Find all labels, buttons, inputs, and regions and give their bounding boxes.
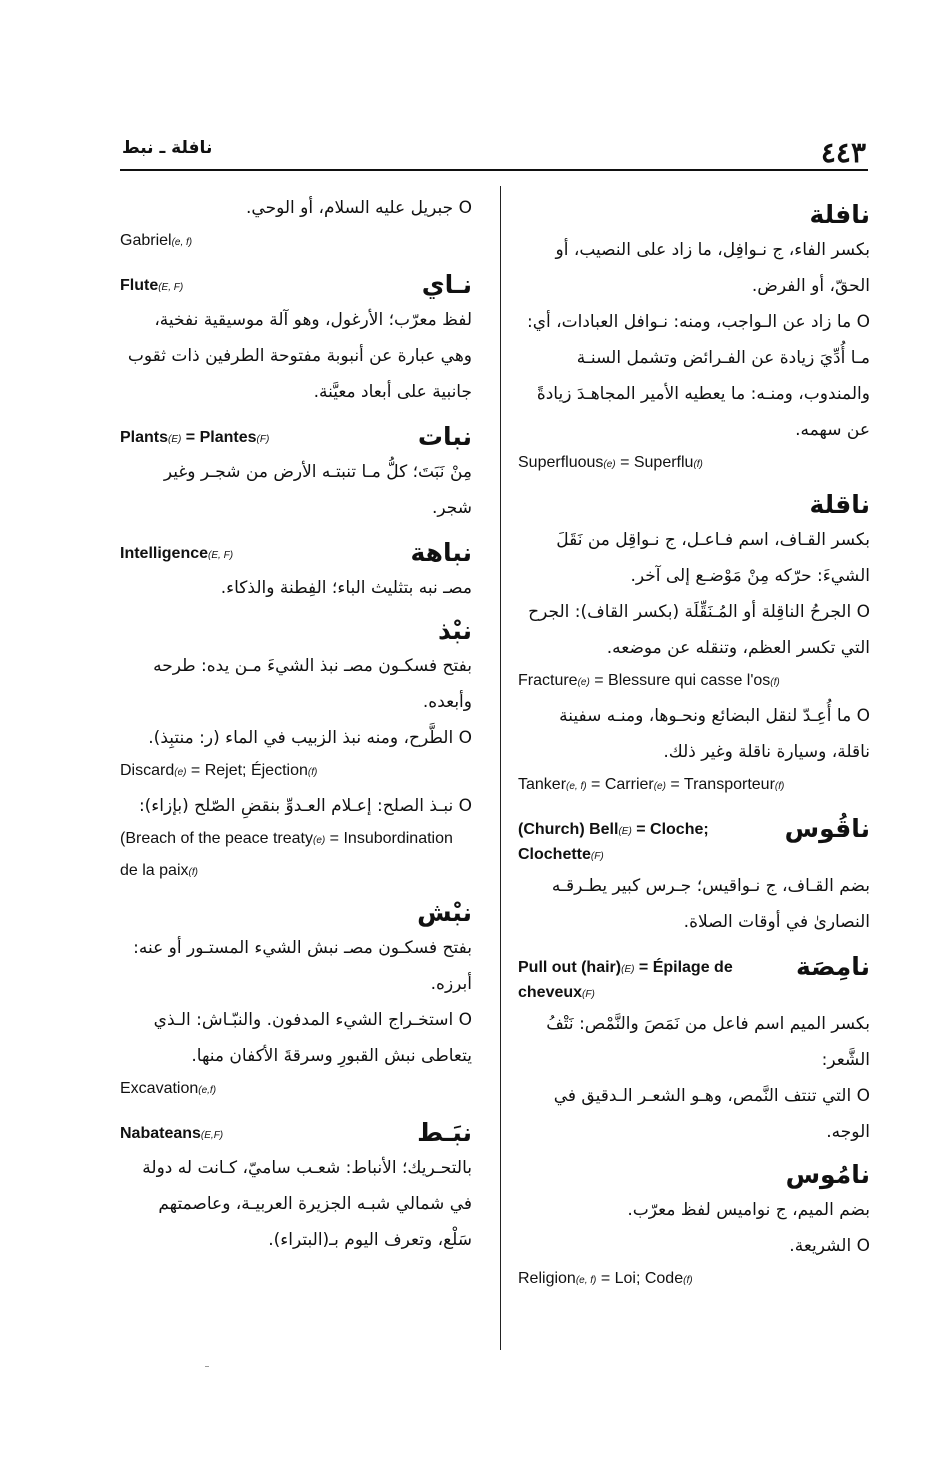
arabic-definition: بضم الميم، ج نواميس لفظ معرّب. [627,1200,870,1220]
arabic-definition: O الشريعة. [789,1236,870,1256]
dictionary-entry [518,950,870,1150]
language-tag: (f) [307,767,318,778]
arabic-headword: نبْش [417,898,472,927]
language-tag: (e) [577,677,590,688]
language-tag: (e) [603,459,616,470]
arabic-headword: نبْذ [437,616,472,645]
arabic-definition: O الجرحُ الناقِلة أو المُـنَقِّلَة (بكسر القاف): الجرح التي تكسر العظم، وتنقله عن موضعه. [528,602,870,658]
english-headword: Plants(E) = Plantes(F) [120,429,270,446]
arabic-definition: O جبريل عليه السلام، أو الوحي. [246,198,472,218]
language-tag: (e, f) [575,1275,597,1286]
arabic-headword: نامِصَة [795,952,870,981]
language-tag: (f) [770,677,780,688]
arabic-definition: بكسر الفاء، ج نـوافِل، ما زاد على النصيب، أو الحقّ، أو الفرض. [555,240,870,296]
entry-header [120,268,472,302]
language-tag: (F) [256,434,270,445]
arabic-headword: نبَـط [417,1118,472,1147]
dictionary-entry [120,420,472,526]
dictionary-entry [120,268,472,410]
language-tag: (E, F) [158,282,184,293]
language-tag: (e, f) [171,237,193,248]
translation-line: Tanker(e, f) = Carrier(e) = Transporteur(f) [518,776,785,793]
translation-line: Excavation(e,f) [120,1080,217,1097]
arabic-definition: بالتحـريك؛ الأنباط: شعـب ساميّ، كـانت له دولة في شمالي شبـه الجزيرة العربيـة، وعاصمتهم سَلْع، وتعرف اليوم بـ(البتراء). [142,1158,472,1250]
dictionary-entry [120,190,472,258]
dictionary-entry [120,896,472,1106]
column-divider [500,186,501,1350]
arabic-definition: لفظ معرّب؛ الأرغول، وهو آلة موسيقية نفخية، وهي عبارة عن أنبوبة مفتوحة الطرفين ذات ثقوب جانبية على أبعاد معيَّنة. [127,310,472,402]
dictionary-entry [120,1116,472,1258]
arabic-definition: مصـ نبه بتثليث الباء؛ الفِطنة والذكاء. [220,578,472,598]
arabic-definition: O استخـراج الشيء المدفون. والنبّـاش: الـذي يتعاطى نبش القبورِ وسرقةَ الأكفان منها. [153,1010,472,1066]
arabic-definition: بفتح فسكـون مصـ نبش الشيء المستـور أو عنه: أبرزه. [133,938,472,994]
arabic-definition: O ما أُعِـدّ لنقل البضائع ونحـوها، ومنـه سفينة ناقلة، وسيارة ناقلة وغير ذلك. [559,706,870,762]
arabic-headword: ناقلة [809,490,870,519]
entry-header [120,536,472,570]
language-tag: (f) [683,1275,693,1286]
running-head: نافلة ـ نبط [122,138,213,158]
entry-header [518,950,870,1006]
language-tag: (f) [693,459,703,470]
dictionary-entry [518,198,870,480]
footer-mark [205,1366,209,1367]
dictionary-entry [518,488,870,802]
language-tag: (E) [168,434,182,445]
language-tag: (e) [174,767,187,778]
english-headword: Intelligence(E, F) [120,545,234,562]
arabic-headword: نـاي [421,270,472,299]
arabic-definition: O نبـذ الصلح: إعـلام العـدوِّ بنقضِ الصّلح (بإزاء): [138,796,472,816]
language-tag: (f) [188,867,198,878]
translation-line: Fracture(e) = Blessure qui casse l'os(f) [518,672,780,689]
english-headword: (Church) Bell(E) = Cloche; Clochette(F) [518,821,709,863]
arabic-definition: بضم القـاف، ج نـواقيس؛ جـرس كبير يطـرقـه النصارىٰ في أوقات الصلاة. [551,876,870,932]
translation-line: (Breach of the peace treaty(e) = Insubordination de la paix(f) [120,830,453,879]
language-tag: (f) [774,781,785,792]
dictionary-entry [120,614,472,888]
language-tag: (e, f) [566,781,587,792]
arabic-definition: بكسر القـاف، اسم فـاعـل، ج نـواقِل من نَقَلَ الشيءَ: حرّكه مِنْ مَوْضـع إلى آخر. [556,530,870,586]
language-tag: (F) [582,989,595,1000]
arabic-definition: مِنْ نَبَتَ؛ كلُّ مـا تنبتـه الأرض من شجـر وغير شجر. [163,462,472,518]
language-tag: (E, F) [208,550,234,561]
entry-header [120,1116,472,1150]
arabic-definition: O التي تنتف النَّمص، وهـو الشعـر الـدقيق في الوجه. [553,1086,870,1142]
language-tag: (e) [313,835,326,846]
dictionary-entry [120,536,472,606]
translation-line: Superfluous(e) = Superflu(f) [518,454,703,471]
entry-header [120,420,472,454]
dictionary-entry [518,1158,870,1296]
arabic-headword: نافلة [809,200,870,229]
page-number: ٤٤٣ [820,136,866,169]
translation-line: Religion(e, f) = Loi; Code(f) [518,1270,693,1287]
language-tag: (E,F) [200,1130,224,1141]
english-headword: Pull out (hair)(E) = Épilage de cheveux(F) [518,959,733,1001]
arabic-definition: بكسر الميم اسم فاعل من نَمَصَ والنَّمْص: نَتْفُ الشَّعر: [546,1014,870,1070]
header-rule [120,169,868,171]
language-tag: (E) [621,964,635,975]
translation-line: Discard(e) = Rejet; Éjection(f) [120,762,318,779]
arabic-definition: O ما زاد عن الـواجب، ومنه: نـوافل العبادات، أي: مـا أُدِّيَ زيادة عن الفـرائض وتشمل السنـة والمندوب، ومنـه: ما يعطيه الأمير المجاهـدَ زيادةً عن سهمه. [526,312,870,440]
language-tag: (E) [618,826,632,837]
arabic-headword: نباهة [410,538,472,567]
arabic-headword: نبات [417,422,472,451]
left-column [120,190,472,1264]
language-tag: (e) [653,781,666,792]
right-column [518,190,870,1302]
entry-header [518,812,870,868]
english-headword: Nabateans(E,F) [120,1125,224,1142]
arabic-definition: O الطَّرح، ومنه نبذ الزبيب في الماء (ر: منتبِذ). [148,728,472,748]
english-headword: Flute(E, F) [120,277,184,294]
arabic-headword: نامُوس [785,1160,870,1189]
arabic-headword: ناقُوس [784,814,870,843]
language-tag: (F) [590,851,604,862]
translation-line: Gabriel(e, f) [120,232,193,249]
language-tag: (e,f) [198,1085,217,1096]
arabic-definition: بفتح فسكـون مصـ نبذ الشيءَ مـن يده: طرحه وأبعده. [153,656,472,712]
dictionary-entry [518,812,870,940]
